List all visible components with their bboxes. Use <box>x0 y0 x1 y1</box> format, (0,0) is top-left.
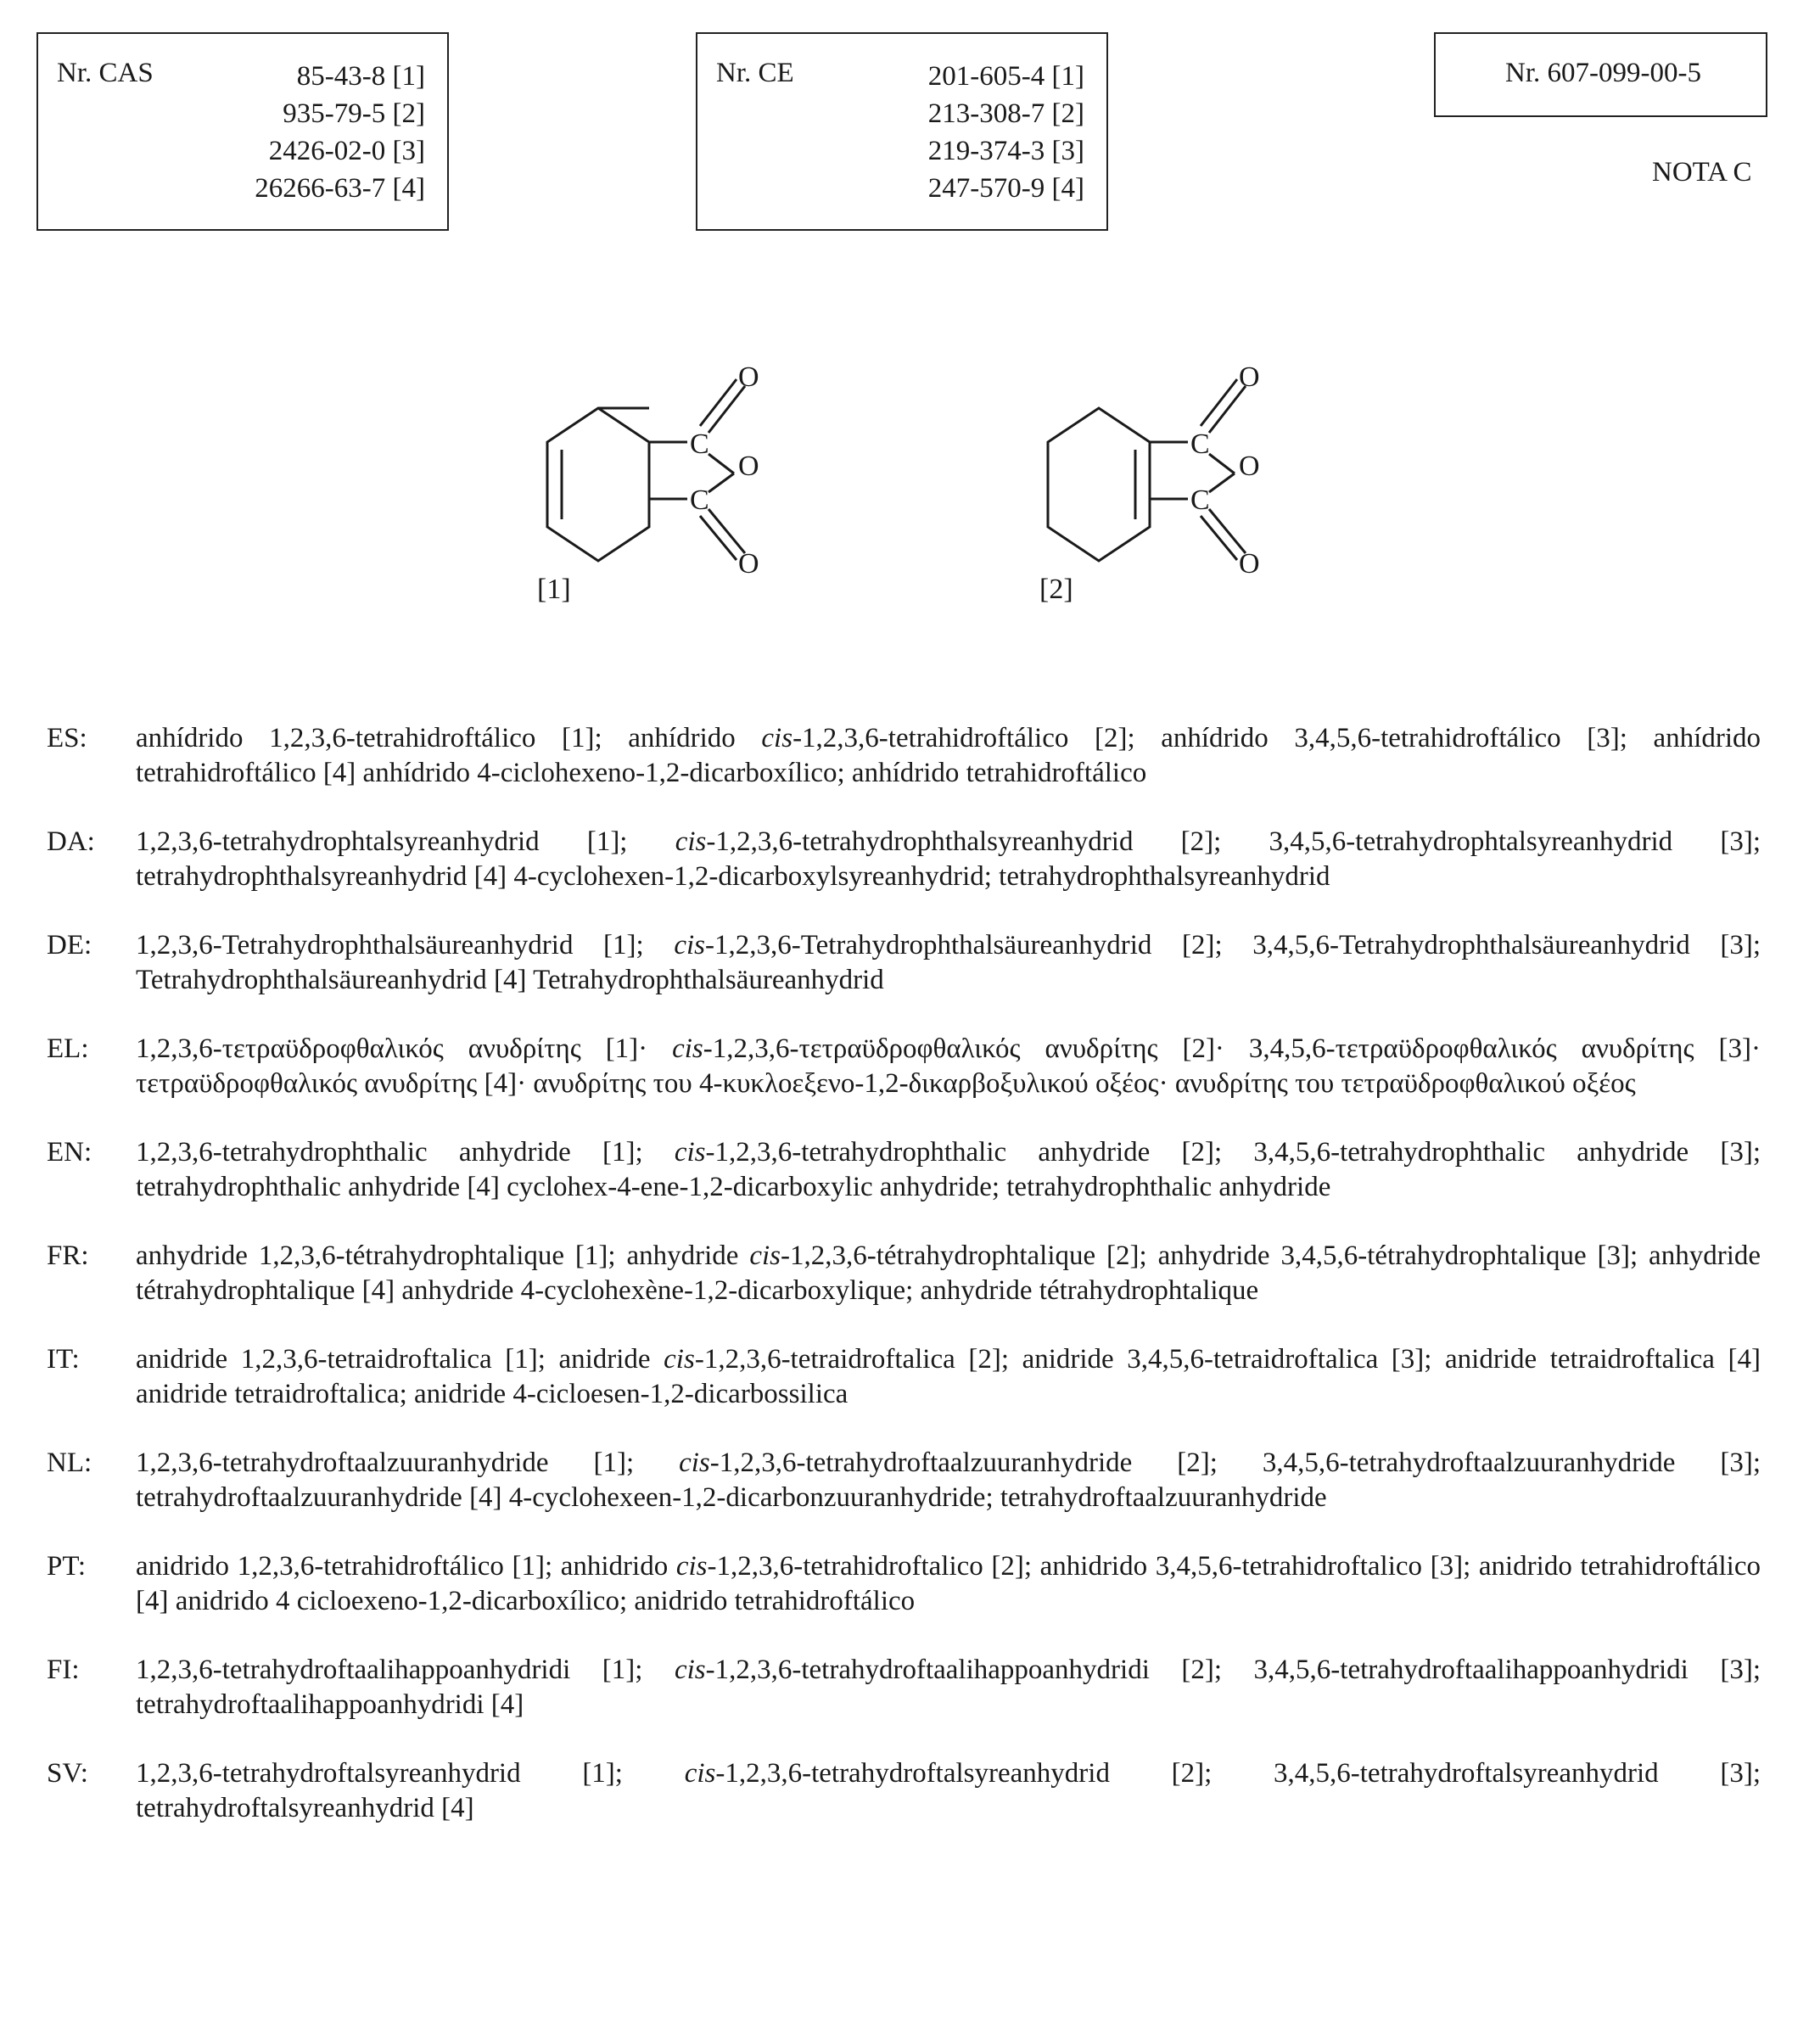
language-entry <box>47 1239 1761 1308</box>
language-code: FI: <box>47 1655 80 1685</box>
cis-prefix: cis <box>674 1655 706 1685</box>
atom-o: O <box>738 361 759 393</box>
name-text: -1,2,3,6-tetraidroftalica [2]; anidride 3,4,5,6-tetraidroftalica [3]; anidride tetraidroftalica [4] anidride tetraidroftalica; anidride 4-cicloesen-1,2-dicarbossilica <box>136 1344 1761 1409</box>
cas-number-box <box>36 32 449 231</box>
cas-value: 2426-02-0 [3] <box>268 136 425 166</box>
name-text: -1,2,3,6-tetrahydroftaalzuuranhydride [2]; 3,4,5,6-tetrahydroftaalzuuranhydride [3]; tetrahydroftaalzuuranhydride [4] 4-cyclohexeen-1,2-dicarbonzuuranhydride; tetrahydroftaalzuuranhydride <box>136 1448 1761 1513</box>
atom-o: O <box>1239 361 1260 393</box>
name-text: 1,2,3,6-tetrahydrophthalic anhydride [1]; <box>136 1137 675 1168</box>
name-text: 1,2,3,6-tetrahydroftaalihappoanhydridi [1]; <box>136 1655 675 1685</box>
language-code: DE: <box>47 930 92 960</box>
name-text: anidride 1,2,3,6-tetraidroftalica [1]; anidride <box>136 1344 664 1375</box>
substance-names <box>136 1446 1761 1515</box>
ce-value: 213-308-7 [2] <box>927 98 1084 129</box>
language-code: EL: <box>47 1033 89 1064</box>
name-text: anhídrido 1,2,3,6-tetrahidroftálico [1]; anhídrido <box>136 723 762 753</box>
atom-o: O <box>1239 451 1260 482</box>
atom-c: C <box>690 428 709 460</box>
atom-o: O <box>1239 548 1260 580</box>
name-text: -1,2,3,6-τετραϋδροφθαλικός ανυδρίτης [2]· 3,4,5,6-τετραϋδροφθαλικός ανυδρίτης [3]· τετραϋδροφθαλικός ανυδρίτης [4]· ανυδρίτης του 4-κυκλοεξενο-1,2-δικαρβοξυλικού οξέος· ανυδρίτης του τετραϋδροφθαλικού οξέος <box>136 1033 1761 1099</box>
name-text: 1,2,3,6-τετραϋδροφθαλικός ανυδρίτης [1]· <box>136 1033 673 1064</box>
substance-names <box>136 1342 1761 1412</box>
substance-names <box>136 1756 1761 1826</box>
language-entry <box>47 928 1761 998</box>
cas-value: 85-43-8 [1] <box>296 61 425 92</box>
name-text: anidrido 1,2,3,6-tetrahidroftálico [1]; anhidrido <box>136 1551 676 1582</box>
language-entry <box>47 1756 1761 1826</box>
name-text: 1,2,3,6-tetrahydrophtalsyreanhydrid [1]; <box>136 826 675 857</box>
cis-prefix: cis <box>672 1033 703 1064</box>
substance-names <box>136 1135 1761 1205</box>
language-entry <box>47 721 1761 791</box>
name-text: -1,2,3,6-tétrahydrophtalique [2]; anhydride 3,4,5,6-tétrahydrophtalique [3]; anhydride tétrahydrophtalique [4] anhydride 4-cyclohexène-1,2-dicarboxylique; anhydride tétrahydrophtalique <box>136 1240 1761 1306</box>
language-code: ES: <box>47 723 87 753</box>
language-entry <box>47 1135 1761 1205</box>
cas-values <box>255 58 425 207</box>
substance-names <box>136 721 1761 791</box>
atom-c: C <box>690 484 709 516</box>
ce-value: 247-570-9 [4] <box>927 173 1084 204</box>
index-number: Nr. 607-099-00-5 <box>1505 58 1701 88</box>
language-code: DA: <box>47 826 95 857</box>
atom-c: C <box>1190 484 1210 516</box>
name-text: -1,2,3,6-tetrahydrophthalsyreanhydrid [2]; 3,4,5,6-tetrahydrophtalsyreanhydrid [3]; tetrahydrophthalsyreanhydrid [4] 4-cyclohexen-1,2-dicarboxylsyreanhydrid; tetrahydrophthalsyreanhydrid <box>136 826 1761 892</box>
index-number-box <box>1434 32 1767 117</box>
cis-prefix: cis <box>761 723 793 753</box>
cis-prefix: cis <box>664 1344 695 1375</box>
substance-names <box>136 1032 1761 1101</box>
structure-2-label: [2] <box>1039 574 1073 605</box>
language-entry <box>47 1446 1761 1515</box>
name-text: -1,2,3,6-tetrahydrophthalic anhydride [2]; 3,4,5,6-tetrahydrophthalic anhydride [3]; tetrahydrophthalic anhydride [4] cyclohex-4-ene-1,2-dicarboxylic anhydride; tetrahydrophthalic anhydride <box>136 1137 1761 1202</box>
structure-1-label: [1] <box>537 574 571 605</box>
language-code: SV: <box>47 1758 88 1789</box>
cis-prefix: cis <box>749 1240 781 1271</box>
language-entry <box>47 1653 1761 1722</box>
atom-o: O <box>738 451 759 482</box>
cas-value: 935-79-5 [2] <box>283 98 425 129</box>
atom-c: C <box>1190 428 1210 460</box>
language-code: NL: <box>47 1448 92 1478</box>
cis-prefix: cis <box>684 1758 716 1789</box>
ce-value: 201-605-4 [1] <box>927 61 1084 92</box>
substance-names <box>136 1549 1761 1619</box>
ce-values <box>928 58 1084 207</box>
ce-label: Nr. CE <box>716 58 794 88</box>
language-entry <box>47 1032 1761 1101</box>
atom-o: O <box>738 548 759 580</box>
language-entry <box>47 825 1761 894</box>
language-entry <box>47 1549 1761 1619</box>
cas-label: Nr. CAS <box>57 58 154 88</box>
ce-number-box <box>696 32 1108 231</box>
name-text: -1,2,3,6-tetrahidroftálico [2]; anhídrido 3,4,5,6-tetrahidroftálico [3]; anhídrido tetrahidroftálico [4] anhídrido 4-ciclohexeno-1,2-dicarboxílico; anhídrido tetrahidroftálico <box>136 723 1761 788</box>
language-code: EN: <box>47 1137 92 1168</box>
cas-value: 26266-63-7 [4] <box>255 173 425 204</box>
name-text: anhydride 1,2,3,6-tétrahydrophtalique [1]; anhydride <box>136 1240 750 1271</box>
name-text: 1,2,3,6-tetrahydroftaalzuuranhydride [1]; <box>136 1448 680 1478</box>
ce-value: 219-374-3 [3] <box>927 136 1084 166</box>
name-text: 1,2,3,6-tetrahydroftalsyreanhydrid [1]; <box>136 1758 685 1789</box>
substance-names <box>136 1653 1761 1722</box>
substance-names <box>136 1239 1761 1308</box>
name-text: -1,2,3,6-tetrahydroftaalihappoanhydridi [2]; 3,4,5,6-tetrahydroftaalihappoanhydridi [3]; tetrahydroftaalihappoanhydridi [4] <box>136 1655 1761 1720</box>
substance-names <box>136 825 1761 894</box>
name-text: 1,2,3,6-Tetrahydrophthalsäureanhydrid [1]; <box>136 930 675 960</box>
language-code: IT: <box>47 1344 80 1375</box>
name-text: -1,2,3,6-tetrahidroftalico [2]; anhidrido 3,4,5,6-tetrahidroftalico [3]; anidrido tetrahidroftálico [4] anidrido 4 cicloexeno-1,2-dicarboxílico; anidrido tetrahidroftálico <box>136 1551 1761 1616</box>
language-entry <box>47 1342 1761 1412</box>
name-text: -1,2,3,6-tetrahydroftalsyreanhydrid [2]; 3,4,5,6-tetrahydroftalsyreanhydrid [3]; tetrahydroftalsyreanhydrid [4] <box>136 1758 1761 1823</box>
nota-c: NOTA C <box>1652 157 1752 188</box>
cis-prefix: cis <box>675 1551 708 1582</box>
name-text: -1,2,3,6-Tetrahydrophthalsäureanhydrid [2]; 3,4,5,6-Tetrahydrophthalsäureanhydrid [3]; Tetrahydrophthalsäureanhydrid [4] Tetrahydrophthalsäureanhydrid <box>136 930 1761 995</box>
language-entries <box>47 721 1761 1860</box>
substance-names <box>136 928 1761 998</box>
cis-prefix: cis <box>674 1137 706 1168</box>
language-code: PT: <box>47 1551 87 1582</box>
cis-prefix: cis <box>674 930 705 960</box>
language-code: FR: <box>47 1240 89 1271</box>
cis-prefix: cis <box>679 1448 710 1478</box>
cis-prefix: cis <box>675 826 707 857</box>
